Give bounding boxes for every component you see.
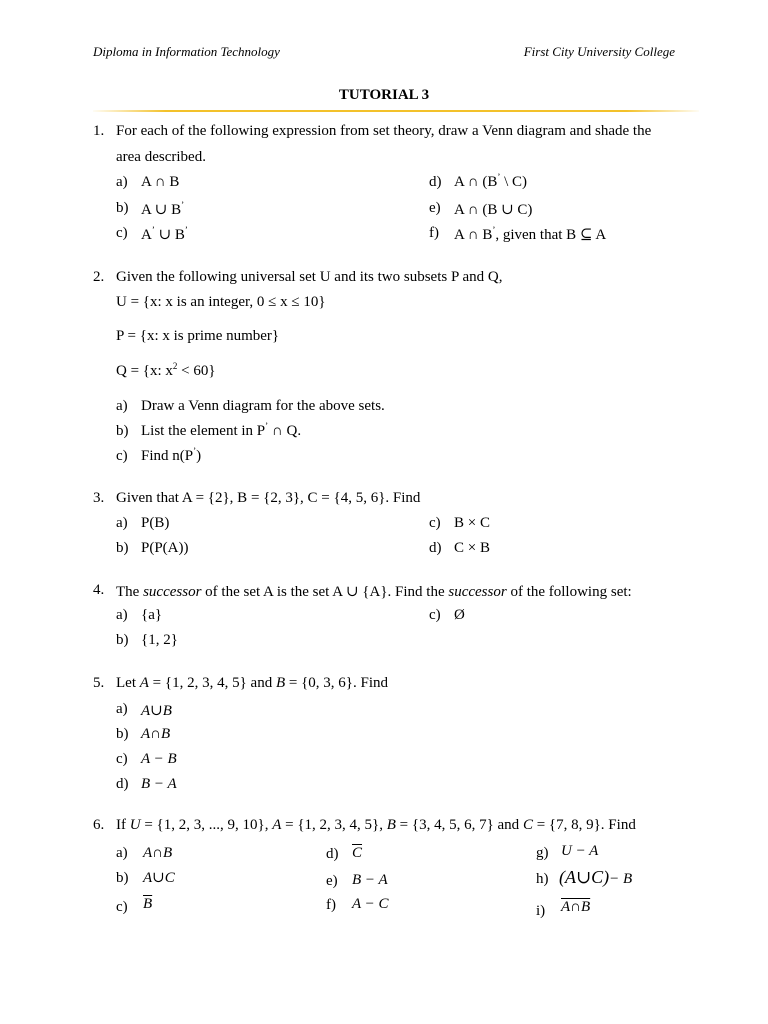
header-right: First City University College [523, 44, 675, 59]
item-text: A∩B [143, 845, 173, 861]
item-text: $\overline{C}$ [352, 845, 363, 861]
item-label: a) [116, 398, 128, 414]
item-label: f) [326, 897, 336, 913]
item-text: A∩B [141, 726, 171, 742]
question-number: 2. [93, 269, 105, 285]
item-text: B × C [454, 515, 490, 531]
item-label: b) [116, 726, 129, 742]
item-text: U − A [561, 843, 599, 859]
item-text: A − C [352, 896, 389, 912]
item-text: A ∩ B’, given that B ⊆ A [454, 225, 607, 243]
question-number: 6. [93, 817, 105, 833]
item-label: c) [429, 515, 441, 531]
item-label: a) [116, 174, 128, 190]
item-label: d) [429, 174, 442, 190]
item-label: e) [326, 873, 338, 889]
item-text: {a} [141, 607, 163, 623]
item-text: A∩B [561, 899, 591, 915]
item-label: i) [536, 903, 546, 919]
item-text: P(P(A)) [141, 540, 189, 556]
item-text: $\overline{B}$ [143, 896, 153, 912]
item-label: f) [429, 225, 439, 241]
question-text: For each of the following expression from set theory, draw a Venn diagram and shade the [116, 123, 652, 139]
item-text: Draw a Venn diagram for the above sets. [141, 398, 385, 414]
page-title: TUTORIAL 3 [338, 87, 430, 103]
question-number: 5. [93, 675, 105, 691]
item-label: b) [116, 540, 129, 556]
item-label: c) [429, 607, 441, 623]
item-label: c) [116, 899, 128, 915]
item-label: e) [429, 200, 441, 216]
item-label: c) [116, 448, 128, 464]
item-label: a) [116, 701, 128, 717]
item-label: a) [116, 515, 128, 531]
item-text: A ∩ (B’ \ C) [454, 172, 528, 190]
item-text: Find n(P’) [141, 446, 202, 464]
item-label: h) [536, 871, 549, 887]
item-label: b) [116, 200, 129, 216]
item-text: B − A [141, 776, 177, 792]
item-text: A∪C [143, 870, 175, 886]
item-label: b) [116, 870, 129, 886]
question-text: Given the following universal set U and its two subsets P and Q, [116, 269, 503, 285]
set-definition-q: Q = {x: $x^2 < 60$} [116, 361, 216, 379]
set-definition-p: P = {x: x is prime number} [116, 328, 280, 344]
question-number: 4. [93, 582, 105, 598]
item-label: d) [116, 776, 129, 792]
item-text: C × B [454, 540, 490, 556]
item-text: A − B [141, 751, 177, 767]
item-label: b) [116, 423, 129, 439]
item-text: A ∩ (B ∪ C) [454, 202, 533, 218]
question-text: Let A = {1, 2, 3, 4, 5} and B = {0, 3, 6}. Find [116, 675, 388, 691]
item-label: c) [116, 225, 128, 241]
item-text: A ∩ B [141, 174, 180, 190]
item-text: P(B) [141, 515, 170, 531]
item-label: a) [116, 845, 128, 861]
title-underline [93, 110, 699, 112]
item-text: {1, 2} [141, 632, 178, 648]
item-label: g) [536, 845, 549, 861]
item-label: b) [116, 632, 129, 648]
item-label: d) [429, 540, 442, 556]
item-label: d) [326, 846, 339, 862]
question-number: 3. [93, 490, 105, 506]
question-text: Given that A = {2}, B = {2, 3}, C = {4, 5, 6}. Find [116, 490, 421, 506]
item-text: A’ ∪ B’ [141, 225, 188, 243]
item-text: A ∪ B’ [141, 200, 185, 218]
question-text: If U = {1, 2, 3, ..., 9, 10}, A = {1, 2, 3, 4, 5}, B = {3, 4, 5, 6, 7} and C = {7, 8, 9}. Find [116, 817, 636, 833]
item-text: (A∪C)− B [559, 867, 633, 887]
question-text: area described. [116, 149, 206, 165]
item-label: a) [116, 607, 128, 623]
header-left: Diploma in Information Technology [93, 44, 280, 59]
item-text: B − A [352, 872, 388, 888]
item-text: Ø [454, 607, 465, 623]
set-definition-u: U = {x: x is an integer, 0 ≤ x ≤ 10} [116, 294, 326, 310]
item-label: c) [116, 751, 128, 767]
item-text: List the element in P’ ∩ Q. [141, 421, 302, 439]
item-text: A∪B [141, 703, 172, 719]
question-text: The successor of the set A is the set A ∪ {A}. Find the successor of the following set: [116, 584, 632, 600]
question-number: 1. [93, 123, 105, 139]
